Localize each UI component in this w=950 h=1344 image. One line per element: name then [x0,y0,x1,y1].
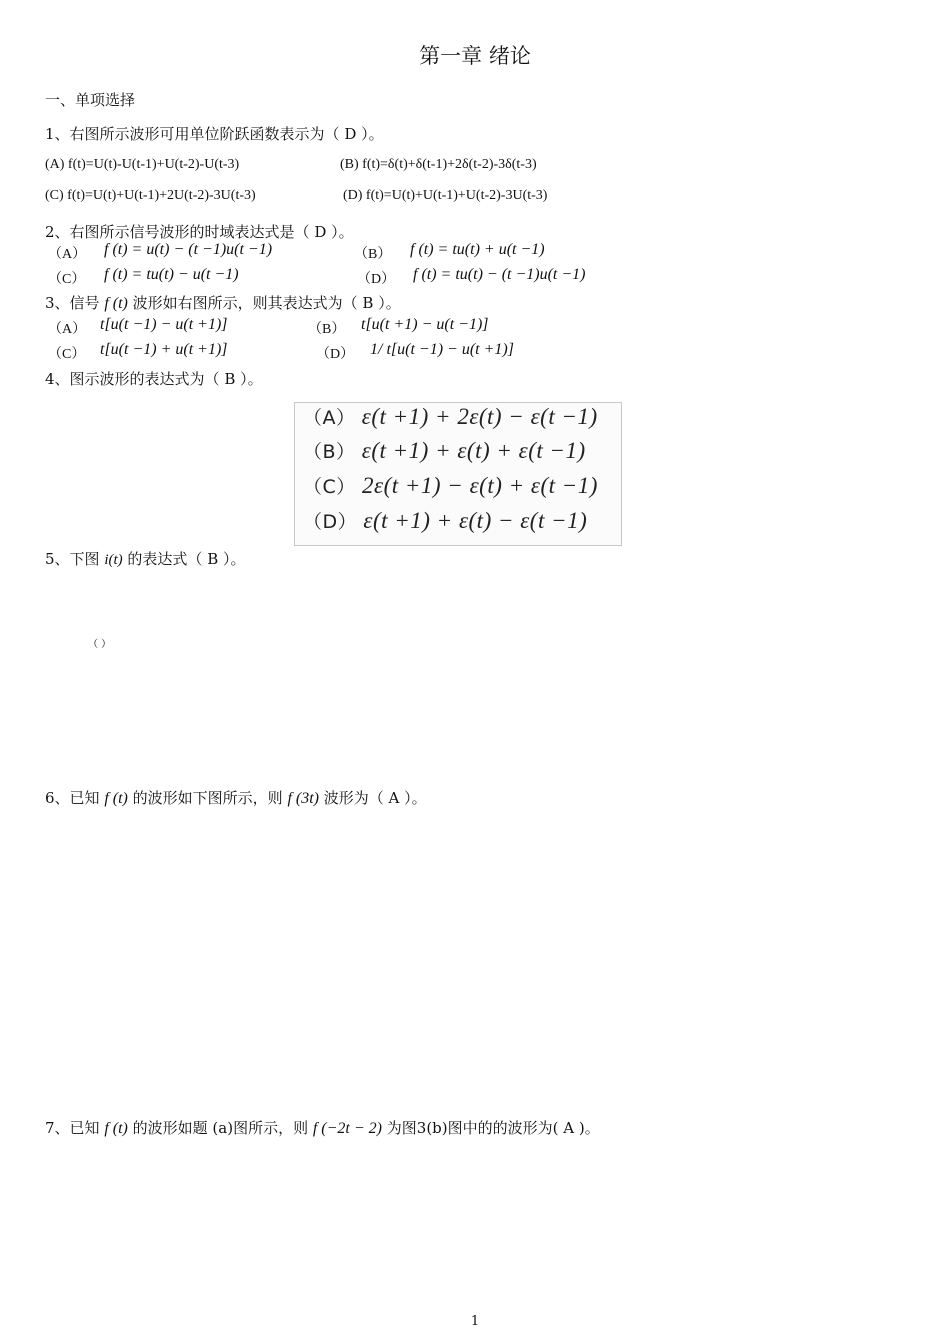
q7-stem-expr: f (−2t − 2) [312,1120,382,1137]
q3-stem-ft: f (t) [104,295,128,312]
q2-option-c-expr: f (t) = tu(t) − u(t −1) [104,266,239,283]
q7-stem-ft: f (t) [104,1120,128,1137]
q6-stem-mid: 的波形如下图所示，则 [132,789,283,807]
q3-option-c-label: （C） [48,347,86,362]
q4-option-d-label: （D） [303,511,358,533]
q4-stem: 4、图示波形的表达式为（ B ）。 [45,370,263,388]
q7-stem-suffix: 为图3(b)图中的的波形为( A )。 [386,1119,600,1137]
q1-option-c: (C) f(t)=U(t)+U(t-1)+2U(t-2)-3U(t-3) [45,188,256,203]
q2-option-d-label: （D） [357,272,396,287]
q3-option-a-label: （A） [48,322,87,337]
q1-option-d: (D) f(t)=U(t)+U(t-1)+U(t-2)-3U(t-3) [343,188,548,203]
q1-stem: 1、右图所示波形可用单位阶跃函数表示为（ D ）。 [45,125,384,143]
q4-option-b [303,437,586,464]
q5-blank-paren: （ ） [88,639,112,650]
q4-options-image [294,402,622,546]
q1-option-b: (B) f(t)=δ(t)+δ(t-1)+2δ(t-2)-3δ(t-3) [340,157,537,172]
q6-stem-f3t: f (3t) [287,790,319,807]
q3-option-c-expr: t[u(t −1) + u(t +1)] [100,341,228,358]
q7-stem-mid: 的波形如题 (a)图所示，则 [132,1119,309,1137]
q7-stem [45,1117,600,1138]
q4-option-b-expr: ε(t +1) + ε(t) + ε(t −1) [361,438,586,463]
q3-stem-suffix: 波形如右图所示，则其表达式为（ B ）。 [132,294,401,312]
q7-stem-prefix: 7、已知 [45,1119,100,1137]
q3-stem-prefix: 3、信号 [45,294,100,312]
q2-option-a-label: （A） [48,247,87,262]
q2-option-a-expr: f (t) = u(t) − (t −1)u(t −1) [104,241,273,258]
page-number: 1 [470,1314,480,1329]
q3-option-d-expr: 1/ t[u(t −1) − u(t +1)] [370,341,514,358]
q6-stem-ft: f (t) [104,790,128,807]
q2-option-c-label: （C） [48,272,86,287]
q2-option-b-expr: f (t) = tu(t) + u(t −1) [410,241,545,258]
q4-option-c [303,472,598,499]
q4-option-b-label: （B） [303,441,356,463]
q2-option-d-expr: f (t) = tu(t) − (t −1)u(t −1) [413,266,586,283]
section-heading: 一、单项选择 [45,91,136,109]
q6-stem-prefix: 6、已知 [45,789,100,807]
q4-option-a [303,403,598,430]
q5-stem-it: i(t) [104,552,123,568]
q5-stem [45,548,245,569]
q3-option-d-label: （D） [316,347,355,362]
q3-option-b-label: （B） [308,322,346,337]
q5-stem-prefix: 5、下图 [45,550,105,568]
q4-option-a-expr: ε(t +1) + 2ε(t) − ε(t −1) [361,404,598,429]
page-title: 第一章 绪论 [419,44,531,68]
q4-option-a-label: （A） [303,407,356,429]
q5-stem-suffix: 的表达式（ B ）。 [127,550,246,568]
q1-option-a: (A) f(t)=U(t)-U(t-1)+U(t-2)-U(t-3) [45,157,240,172]
q3-option-b-expr: t[u(t +1) − u(t −1)] [361,316,489,333]
q4-option-c-expr: 2ε(t +1) − ε(t) + ε(t −1) [362,473,598,498]
q6-stem [45,787,427,808]
q3-option-a-expr: t[u(t −1) − u(t +1)] [100,316,228,333]
q4-option-c-label: （C） [303,476,356,498]
q2-stem: 2、右图所示信号波形的时域表达式是（ D ）。 [45,223,354,241]
q2-option-b-label: （B） [354,247,392,262]
q4-option-d [303,507,587,534]
q6-stem-suffix: 波形为（ A ）。 [323,789,427,807]
q3-stem [45,292,401,313]
q4-option-d-expr: ε(t +1) + ε(t) − ε(t −1) [363,508,588,533]
